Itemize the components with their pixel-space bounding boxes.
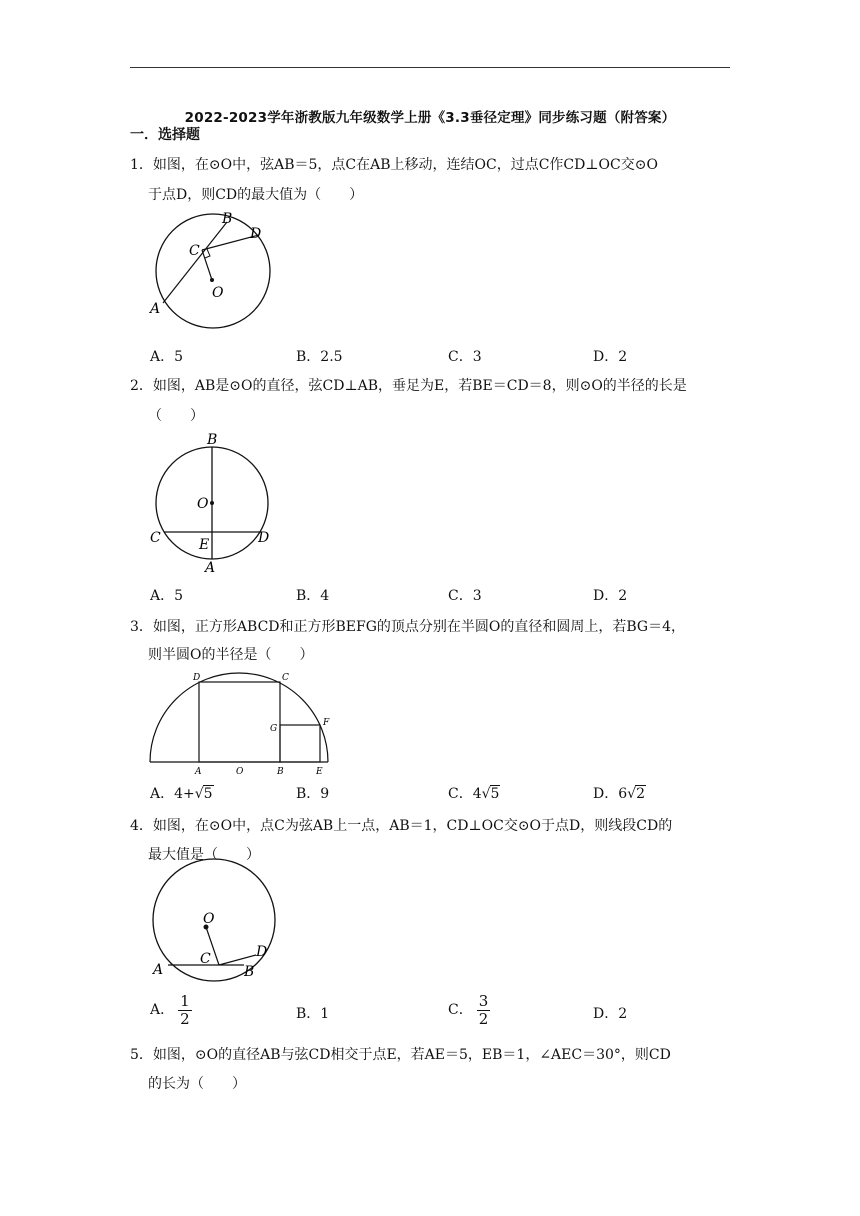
q2-label-d: D: [258, 530, 270, 546]
q3-option-b[interactable]: B．9: [296, 786, 330, 802]
q3-option-d-radicand: 2: [636, 786, 645, 802]
q2-figure: [145, 430, 285, 580]
q3-label-f: F: [323, 718, 330, 728]
q3-line1: 3．如图，正方形ABCD和正方形BEFG的顶点分别在半圆O的直径和圆周上，若BG＝4，: [130, 619, 686, 635]
q3-label-c: C: [282, 673, 289, 683]
q1-figure: [140, 205, 280, 345]
page-title: 2022-2023学年浙教版九年级数学上册《3.3垂径定理》同步练习题（附答案）: [184, 110, 676, 126]
q3-label-d: D: [193, 673, 201, 683]
q3-label-a: A: [195, 767, 202, 776]
q3-label-b: B: [277, 767, 284, 776]
q3-figure: [145, 668, 345, 776]
q1-option-a[interactable]: A．5: [150, 349, 184, 365]
q4-option-a[interactable]: [150, 993, 192, 1027]
q4-option-c-denominator: 2: [478, 1009, 489, 1028]
q1-line2: 于点D，则CD的最大值为（ ）: [148, 187, 364, 203]
q4-label-d: D: [256, 944, 268, 960]
q4-option-c-text: C．: [448, 1002, 473, 1018]
q1-label-a: A: [150, 301, 161, 317]
q1-right-angle-mark: [205, 249, 210, 258]
q4-label-b: B: [244, 964, 255, 980]
q3-option-c-radicand: 5: [490, 786, 500, 802]
q2-option-b[interactable]: B．4: [296, 588, 330, 604]
q1-label-d: D: [250, 226, 262, 242]
q3-label-e: E: [316, 767, 323, 776]
section-heading: 一．选择题: [130, 127, 200, 143]
q3-option-a[interactable]: [150, 783, 214, 803]
q4-option-a-numerator: 1: [180, 992, 190, 1010]
q2-label-e: E: [199, 537, 210, 553]
q2-center-dot: [210, 501, 214, 505]
q2-option-a[interactable]: A．5: [150, 588, 184, 604]
q4-label-o: O: [203, 911, 215, 927]
q3-semicircle: [150, 673, 328, 762]
q1-option-c[interactable]: C．3: [448, 349, 482, 365]
q4-line2: 最大值是（ ）: [148, 847, 260, 863]
q2-option-d[interactable]: D．2: [593, 588, 628, 604]
q2-option-c[interactable]: C．3: [448, 588, 482, 604]
q4-option-a-denominator: 2: [180, 1009, 190, 1028]
q3-option-c-sqrt-sign: √: [481, 786, 491, 802]
q4-option-c-fraction: [477, 993, 491, 1027]
q2-label-b: B: [207, 432, 218, 448]
q1-label-c: C: [189, 243, 200, 259]
header-rule: [130, 67, 730, 68]
q4-option-c[interactable]: [448, 993, 490, 1027]
q1-segment-oc: [202, 250, 212, 280]
q3-option-a-text: A．4+: [150, 786, 195, 802]
q3-label-g: G: [270, 724, 278, 734]
q3-square-abcd: [199, 682, 280, 762]
q3-option-c-text: C．4: [448, 786, 482, 802]
q3-option-d[interactable]: [593, 783, 646, 803]
q1-option-b[interactable]: B．2.5: [296, 349, 343, 365]
q1-label-o: O: [212, 285, 224, 301]
q3-option-a-radicand: 5: [203, 786, 213, 802]
q1-label-b: B: [222, 211, 233, 227]
q4-option-d[interactable]: D．2: [593, 1006, 628, 1022]
q4-option-c-numerator: 3: [478, 992, 489, 1010]
q5-line1: 5．如图，⊙O的直径AB与弦CD相交于点E，若AE＝5，EB＝1，∠AEC＝30°，则CD: [130, 1047, 671, 1063]
q2-line2: （ ）: [148, 408, 204, 424]
q3-line2: 则半圆O的半径是（ ）: [148, 647, 314, 663]
q3-option-d-text: D．6: [593, 786, 628, 802]
q2-label-c: C: [150, 530, 161, 546]
q4-option-a-text: A．: [150, 1002, 175, 1018]
q3-square-befg: [280, 725, 320, 762]
q4-label-a: A: [153, 962, 164, 978]
q2-label-a: A: [205, 560, 216, 576]
q4-figure: [140, 858, 280, 986]
q1-center-dot: [210, 278, 214, 282]
q1-line1: 1．如图，在⊙O中，弦AB＝5，点C在AB上移动，连结OC，过点C作CD⊥OC交⊙O: [130, 157, 658, 173]
q3-option-d-sqrt-sign: √: [627, 786, 637, 802]
q3-option-a-sqrt-sign: √: [194, 786, 204, 802]
q4-line1: 4．如图，在⊙O中，点C为弦AB上一点，AB＝1，CD⊥OC交⊙O于点D，则线段CD的: [130, 818, 673, 834]
q3-label-o: O: [236, 767, 244, 776]
q5-line2: 的长为（ ）: [148, 1076, 246, 1092]
q2-line1: 2．如图，AB是⊙O的直径，弦CD⊥AB，垂足为E，若BE＝CD＝8，则⊙O的半径的长是: [130, 378, 687, 394]
q4-option-b[interactable]: B．1: [296, 1006, 330, 1022]
q4-option-a-fraction: [178, 993, 192, 1027]
q2-label-o: O: [197, 496, 209, 512]
q4-label-c: C: [200, 951, 211, 967]
q3-option-c[interactable]: [448, 783, 500, 803]
q1-option-d[interactable]: D．2: [593, 349, 628, 365]
